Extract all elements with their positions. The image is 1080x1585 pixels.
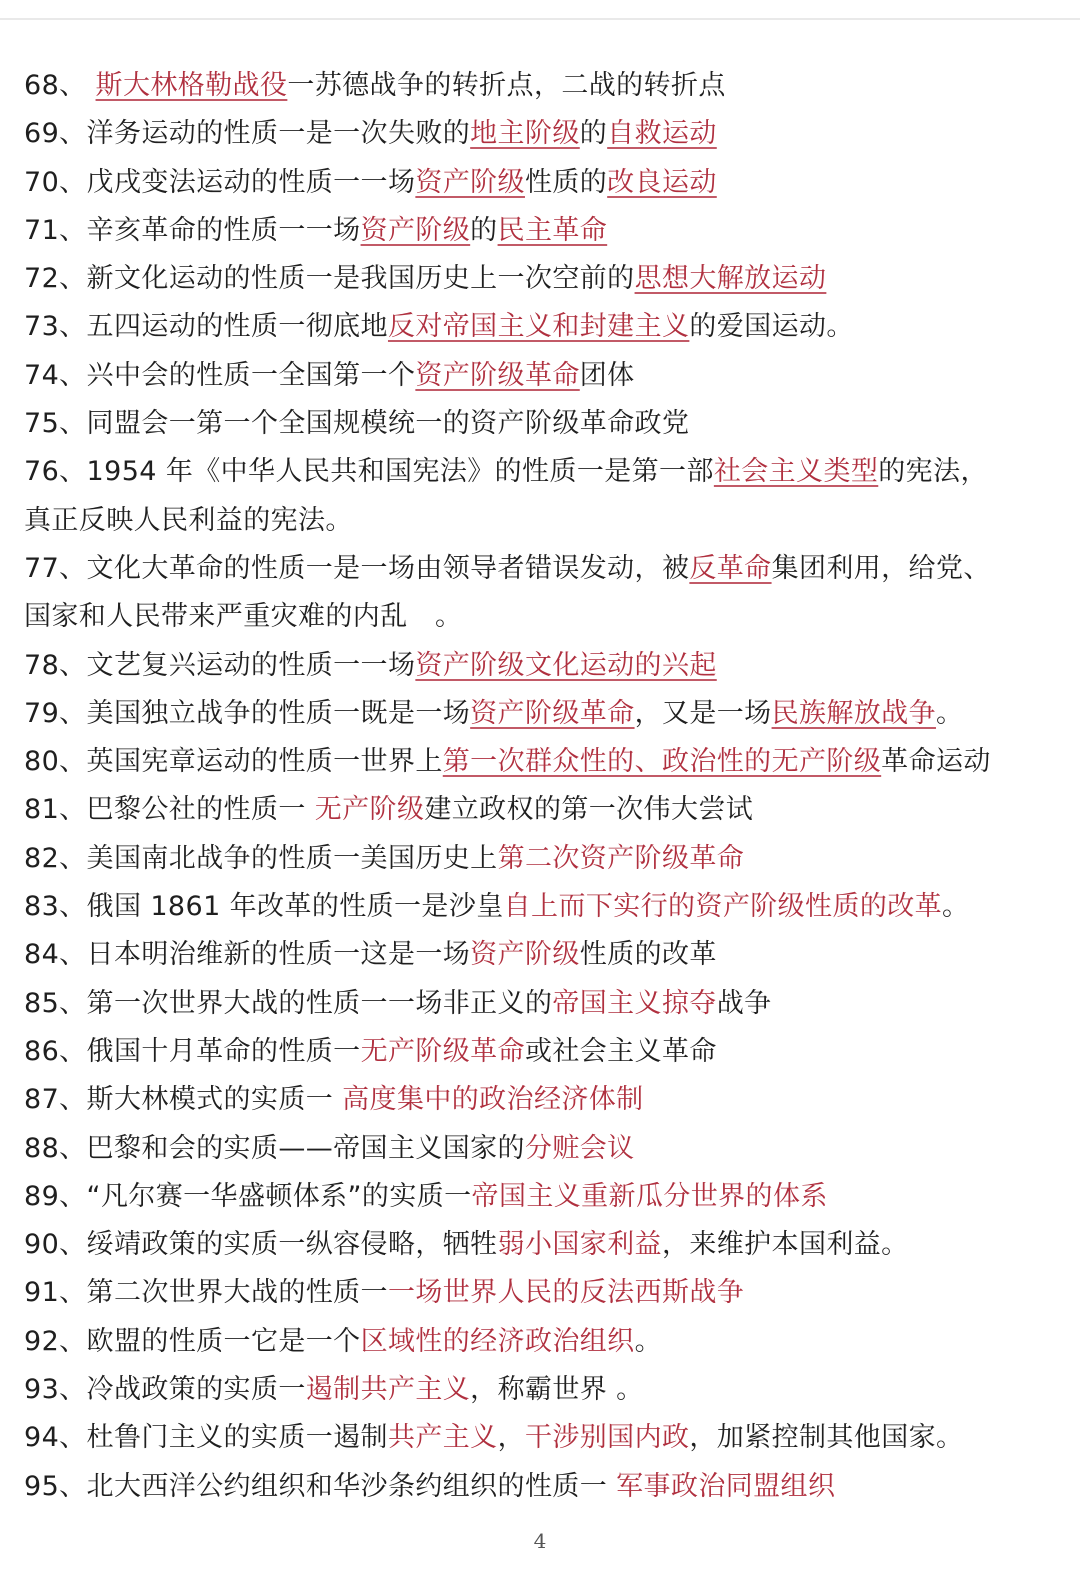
text-line — [24, 786, 1064, 834]
body-text: 79、美国独立战争的性质一既是一场 — [24, 697, 471, 729]
text-line — [24, 1463, 1064, 1511]
highlighted-underlined-term: 第一次群众性的、政治性的无产阶级 — [442, 746, 882, 778]
body-text: ，又是一场 — [634, 697, 772, 729]
text-line — [24, 448, 1064, 496]
body-text: 94、杜鲁门主义的实质一遏制 — [24, 1422, 388, 1454]
body-text: 84、日本明治维新的性质一这是一场 — [24, 939, 471, 971]
highlighted-underlined-term: 思想大解放运动 — [634, 263, 827, 295]
body-text: 78、文艺复兴运动的性质一一场 — [24, 649, 416, 681]
body-text: 性质的改革 — [579, 939, 717, 971]
highlighted-term: 帝国主义重新瓜分世界的体系 — [471, 1180, 828, 1212]
text-line — [24, 1221, 1064, 1269]
text-line — [24, 110, 1064, 158]
body-text: 82、美国南北战争的性质一美国历史上 — [24, 842, 498, 874]
highlighted-underlined-term: 反革命 — [689, 552, 772, 584]
text-line — [24, 1125, 1064, 1173]
highlighted-underlined-term: 反对帝国主义和封建主义 — [387, 311, 690, 343]
body-text: 95、北大西洋公约组织和华沙条约组织的性质一 — [24, 1470, 617, 1502]
highlighted-term: 高度集中的政治经济体制 — [342, 1084, 644, 1116]
body-text: 团体 — [579, 359, 635, 391]
body-text: ，称霸世界 。 — [470, 1374, 644, 1406]
text-line — [24, 931, 1064, 979]
body-text: 的 — [579, 118, 608, 150]
body-text: ，加紧控制其他国家。 — [689, 1422, 964, 1454]
body-text: 68、 — [24, 70, 96, 101]
body-text: 86、俄国十月革命的性质一 — [24, 1035, 361, 1067]
body-text: 73、五四运动的性质一彻底地 — [24, 311, 388, 343]
text-line — [24, 1318, 1064, 1366]
body-text: 72、新文化运动的性质一是我国历史上一次空前的 — [24, 263, 635, 295]
text-line — [24, 1366, 1064, 1414]
highlighted-term: 弱小国家利益 — [497, 1229, 662, 1261]
text-line — [24, 159, 1064, 207]
body-text: 性质的 — [524, 166, 608, 198]
highlighted-term: 自上而下实行的资产阶级性质的改革 — [503, 891, 943, 923]
highlighted-underlined-term: 资产阶级革命 — [415, 359, 580, 391]
highlighted-underlined-term: 改良运动 — [607, 166, 717, 198]
body-text: 一苏德战争的转折点，二战的转折点 — [287, 70, 726, 101]
highlighted-underlined-term: 资产阶级革命 — [470, 697, 635, 729]
body-text: 。 — [935, 697, 964, 729]
highlighted-term: 无产阶级革命 — [360, 1035, 525, 1067]
text-line — [24, 303, 1064, 351]
text-line — [24, 1028, 1064, 1076]
text-line — [24, 1414, 1064, 1462]
body-text: 或社会主义革命 — [524, 1035, 717, 1067]
body-text: 建立政权的第一次伟大尝试 — [424, 794, 754, 826]
highlighted-underlined-term: 资产阶级 — [360, 214, 471, 246]
body-text: 77、文化大革命的性质一是一场由领导者错误发动，被 — [24, 552, 690, 584]
highlighted-term: 帝国主义掠夺 — [552, 987, 717, 1019]
highlighted-term: 共产主义 — [387, 1422, 498, 1454]
body-text: ， — [497, 1422, 525, 1454]
highlighted-term: 第二次资产阶级革命 — [497, 842, 745, 874]
text-line — [24, 690, 1064, 738]
highlighted-term: 分赃会议 — [524, 1132, 635, 1164]
highlighted-term: 干涉别国内政 — [524, 1422, 690, 1454]
body-text: 89、“凡尔赛一华盛顿体系”的实质一 — [24, 1180, 472, 1212]
highlighted-term: 资产阶级 — [470, 939, 580, 971]
text-line — [24, 400, 1064, 448]
text-line — [24, 883, 1064, 931]
body-text: 的 — [470, 214, 498, 246]
body-text: 真正反映人民利益的宪法。 — [24, 504, 353, 536]
text-line — [24, 497, 1064, 545]
text-line — [24, 62, 1064, 110]
body-text: 国家和人民带来严重灾难的内乱 。 — [24, 601, 463, 633]
body-text: 88、巴黎和会的实质——帝国主义国家的 — [24, 1132, 525, 1164]
body-text: 71、辛亥革命的性质一一场 — [24, 214, 361, 246]
body-text: 87、斯大林模式的实质一 — [24, 1084, 343, 1116]
text-line — [24, 1076, 1064, 1124]
text-line — [24, 835, 1064, 883]
highlighted-term: 军事政治同盟组织 — [616, 1470, 836, 1502]
body-text: 92、欧盟的性质一它是一个 — [24, 1325, 361, 1357]
body-text: 战争 — [716, 987, 772, 1019]
body-text: 69、洋务运动的性质一是一次失败的 — [24, 118, 471, 150]
body-text: 。 — [942, 891, 970, 923]
body-text: 83、俄国 1861 年改革的性质一是沙皇 — [24, 891, 504, 923]
body-text: 革命运动 — [881, 746, 991, 778]
highlighted-underlined-term: 自救运动 — [607, 118, 717, 150]
text-line — [24, 738, 1064, 786]
body-text: 90、绥靖政策的实质一纵容侵略，牺牲 — [24, 1229, 498, 1261]
body-text: 85、第一次世界大战的性质一一场非正义的 — [24, 987, 553, 1019]
highlighted-underlined-term: 民族解放战争 — [771, 697, 936, 729]
text-line — [24, 1269, 1064, 1317]
highlighted-underlined-term: 资产阶级 — [415, 166, 525, 198]
body-text: 81、巴黎公社的性质一 — [24, 794, 315, 826]
body-text: 91、第二次世界大战的性质一 — [24, 1277, 388, 1309]
body-text: 76、1954 年《中华人民共和国宪法》的性质一是第一部 — [24, 456, 714, 488]
highlighted-underlined-term: 民主革命 — [497, 214, 608, 246]
highlighted-underlined-term: 斯大林格勒战役 — [95, 70, 288, 101]
highlighted-term: 一场世界人民的反法西斯战争 — [387, 1277, 745, 1309]
text-line — [24, 642, 1064, 690]
text-line — [24, 255, 1064, 303]
text-line — [24, 593, 1064, 641]
highlighted-underlined-term: 资产阶级文化运动的兴起 — [415, 649, 717, 681]
text-line — [24, 352, 1064, 400]
highlighted-underlined-term: 地主阶级 — [470, 118, 580, 150]
body-text: 70、戊戌变法运动的性质一一场 — [24, 166, 416, 198]
highlighted-term: 遏制共产主义 — [305, 1374, 471, 1406]
top-divider — [0, 18, 1080, 20]
page-number: 4 — [533, 1529, 547, 1553]
highlighted-term: 无产阶级 — [314, 794, 425, 826]
body-text: 93、冷战政策的实质一 — [24, 1374, 306, 1406]
highlighted-term: 区域性的经济政治组织 — [360, 1325, 635, 1357]
body-text: 80、英国宪章运动的性质一世界上 — [24, 746, 443, 778]
body-text: 的宪法， — [878, 456, 988, 488]
body-text: 74、兴中会的性质一全国第一个 — [24, 359, 416, 391]
body-text: 的爱国运动。 — [689, 311, 854, 343]
body-text: ，来维护本国利益。 — [661, 1229, 909, 1261]
body-text: 75、同盟会一第一个全国规模统一的资产阶级革命政党 — [24, 408, 690, 440]
body-text: 。 — [634, 1325, 662, 1357]
text-line — [24, 980, 1064, 1028]
document-body — [24, 62, 1064, 1511]
text-line — [24, 1173, 1064, 1221]
highlighted-underlined-term: 社会主义类型 — [713, 456, 879, 488]
text-line — [24, 207, 1064, 255]
text-line — [24, 545, 1064, 593]
body-text: 集团利用，给党、 — [771, 552, 991, 584]
